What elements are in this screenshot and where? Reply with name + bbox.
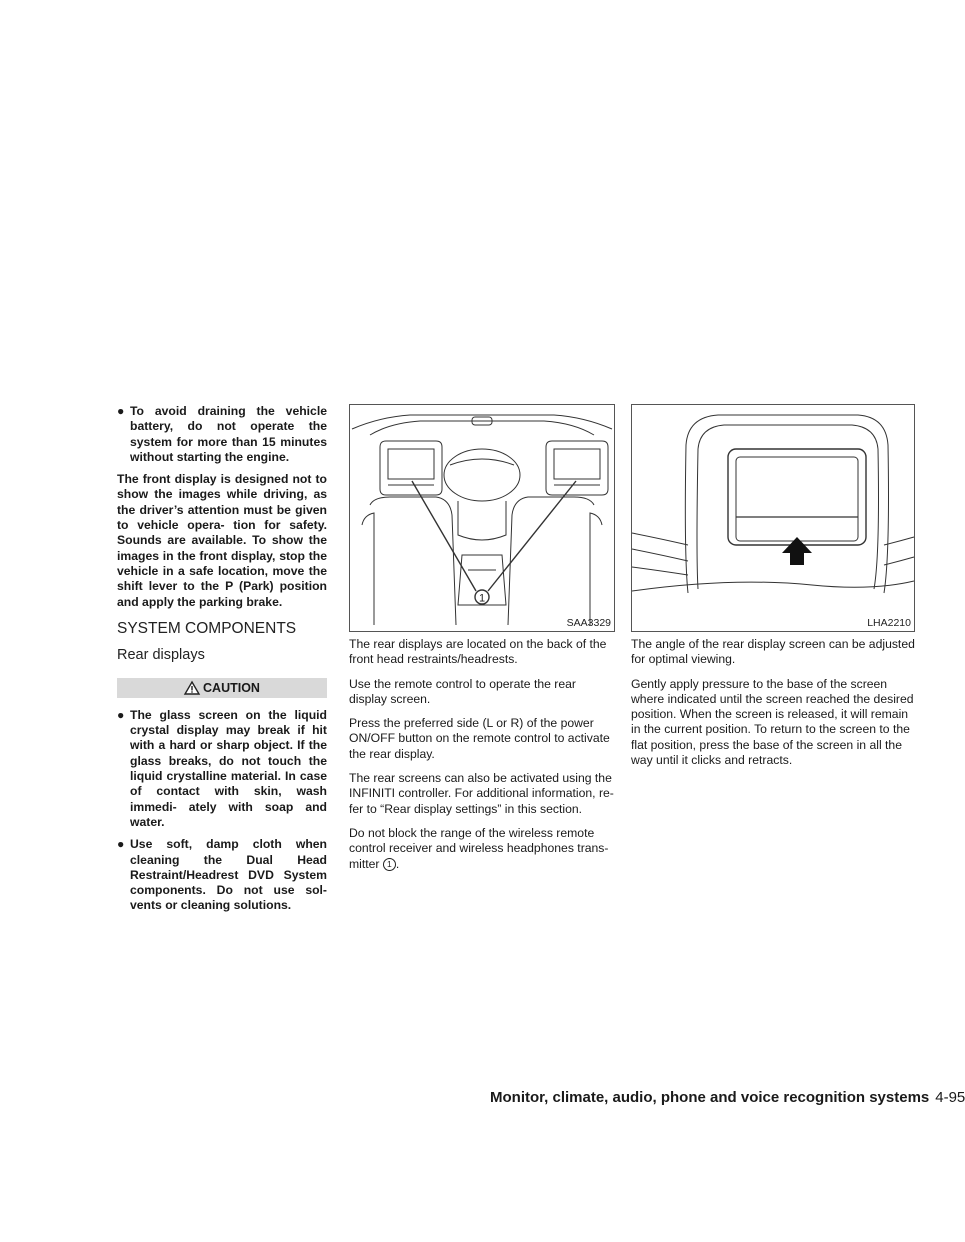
footer-section-title: Monitor, climate, audio, phone and voice recognition systems <box>490 1089 930 1106</box>
page-number: 4-95 <box>935 1089 965 1106</box>
list-item <box>117 404 327 465</box>
paragraph: Use the remote control to operate the rear display screen. <box>349 676 576 706</box>
paragraph: Gently apply pressure to the base of the screen where indicated until the screen reached the desired position. When the screen is released, it will remain in the current position. To return to the screen to the flat position, press the base of the screen in all the way until it clicks and retracts. <box>631 676 914 768</box>
subsection-heading: Rear displays <box>117 646 205 663</box>
paragraph: The angle of the rear display screen can be adjusted for optimal viewing. <box>631 637 915 667</box>
warning-triangle-icon <box>184 681 200 695</box>
figure-screen-angle <box>631 404 915 632</box>
bullet-icon: ● <box>117 837 125 852</box>
callout-number: 1 <box>478 592 486 605</box>
page-footer <box>490 1089 965 1106</box>
column-right <box>631 404 915 777</box>
figure-rear-displays <box>349 404 615 632</box>
list-item <box>117 837 327 913</box>
paragraph <box>349 826 615 872</box>
column-left <box>117 404 327 921</box>
bullet-icon: ● <box>117 404 125 418</box>
paragraph-end: . <box>395 856 400 871</box>
callout-number: 1 <box>383 858 396 871</box>
caution-text: The glass screen on the liquid crystal display may break if hit with a hard or sharp object. If the glass breaks, do not touch the liquid crystalline material. In case of contact with skin, wash immedi- ately with soap and water. <box>130 707 327 829</box>
list-item <box>117 708 327 830</box>
section-heading: SYSTEM COMPONENTS <box>117 619 297 637</box>
caution-label: CAUTION <box>203 680 260 695</box>
bullet-text: To avoid draining the vehicle battery, do not operate the system for more than 15 minutes without starting the engine. <box>130 404 327 464</box>
front-display-warning: The front display is designed not to show the images while driving, as the driver’s attention must be given to vehicle opera- tion for safety. Sounds are available. To show the images in the front display, stop the vehicle in a safe location, move the shift lever to the P (Park) position and apply the parking brake. <box>117 472 327 609</box>
screen-illustration <box>632 405 914 631</box>
paragraph-text: Do not block the range of the wireless remote control receiver and wireless headphones trans- mitter <box>349 825 609 871</box>
bullet-icon: ● <box>117 707 125 722</box>
paragraph: Press the preferred side (L or R) of the power ON/OFF button on the remote control to activate the rear display. <box>349 716 610 761</box>
paragraph: The rear displays are located on the back of the front head restraints/headrests. <box>349 637 607 667</box>
paragraph: The rear screens can also be activated using the INFINITI controller. For additional information, re- fer to “Rear display settings” in this section. <box>349 771 614 816</box>
column-middle <box>349 404 615 881</box>
caution-banner <box>117 678 327 698</box>
figure-label: LHA2210 <box>867 617 911 629</box>
cabin-illustration <box>350 405 614 631</box>
figure-label: SAA3329 <box>566 617 611 629</box>
caution-text: Use soft, damp cloth when cleaning the Dual Head Restraint/Headrest DVD System components. Do not use sol- vents or cleaning solutions. <box>130 837 327 913</box>
